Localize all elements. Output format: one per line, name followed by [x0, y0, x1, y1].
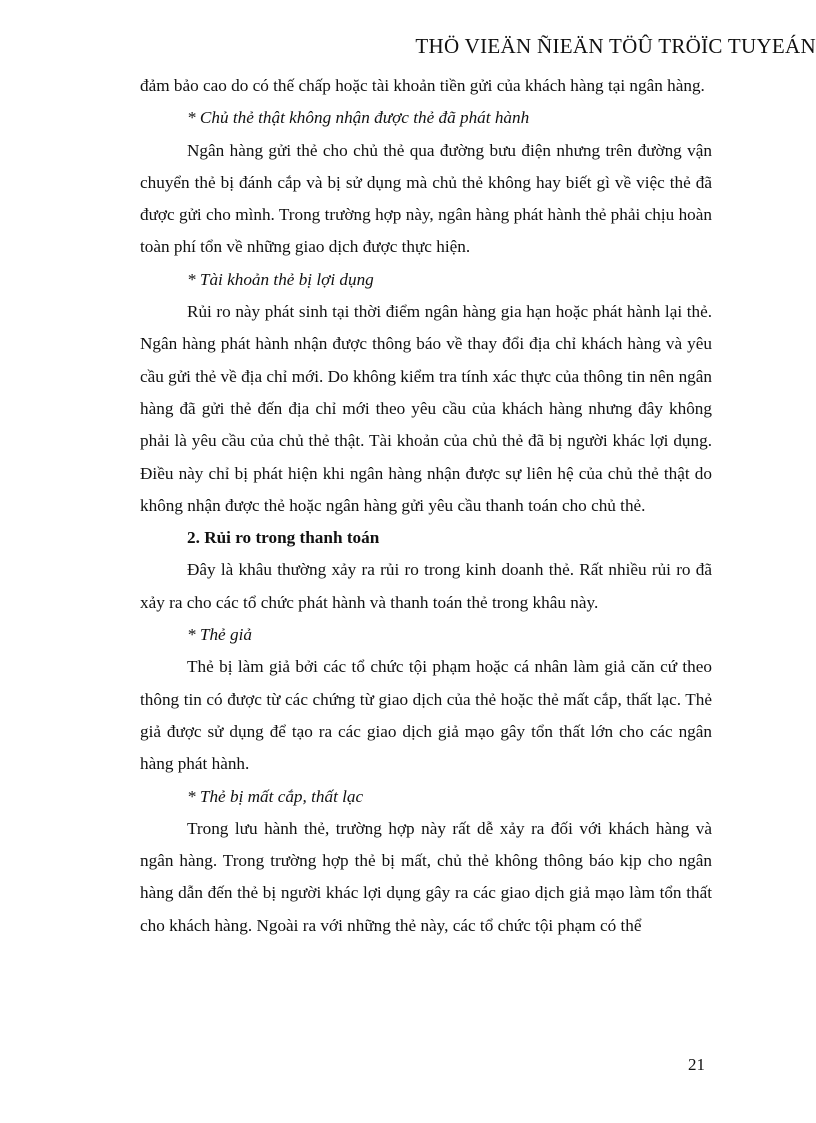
paragraph: Ngân hàng gửi thẻ cho chủ thẻ qua đường bưu điện nhưng trên đường vận chuyển thẻ bị đánh cắp và bị sử dụng mà chủ thẻ không hay biết gì về việc thẻ đã được gửi cho mình. Trong trường hợp này, ngân hàng phát hành thẻ phải chịu hoàn toàn phí tổn về những giao dịch được thực hiện.: [140, 140, 712, 257]
subheading: * Tài khoản thẻ bị lợi dụng: [187, 269, 374, 289]
document-body: [140, 70, 712, 942]
paragraph: Thẻ bị làm giả bởi các tổ chức tội phạm hoặc cá nhân làm giả căn cứ theo thông tin có được từ các chứng từ giao dịch của thẻ hoặc thẻ mất cắp, thất lạc. Thẻ giả được sử dụng để tạo ra các giao dịch giả mạo gây tổn thất lớn cho các ngân hàng phát hành.: [140, 657, 712, 774]
paragraph: Đây là khâu thường xảy ra rủi ro trong kinh doanh thẻ. Rất nhiều rủi ro đã xảy ra cho các tổ chức phát hành và thanh toán thẻ trong khâu này.: [140, 560, 712, 612]
paragraph: Trong lưu hành thẻ, trường hợp này rất dễ xảy ra đối với khách hàng và ngân hàng. Trong trường hợp thẻ bị mất, chủ thẻ không thông báo kịp cho ngân hàng dẫn đến thẻ bị người khác lợi dụng gây ra các giao dịch giả mạo làm tổn thất cho khách hàng. Ngoài ra với những thẻ này, các tổ chức tội phạm có thể: [140, 818, 712, 935]
subheading: * Thẻ bị mất cắp, thất lạc: [187, 786, 364, 806]
page-number: 21: [688, 1055, 705, 1074]
section-heading: 2. Rủi ro trong thanh toán: [187, 528, 380, 548]
paragraph: đảm bảo cao do có thế chấp hoặc tài khoản tiền gửi của khách hàng tại ngân hàng.: [140, 76, 705, 95]
page-header: THÖ VIEÄN ÑIEÄN TÖÛ TRÖÏC TUYEÁN: [415, 34, 816, 58]
subheading: * Thẻ giả: [187, 625, 252, 645]
subheading: * Chủ thẻ thật không nhận được thẻ đã phát hành: [187, 108, 530, 128]
paragraph: Rủi ro này phát sinh tại thời điểm ngân hàng gia hạn hoặc phát hành lại thẻ. Ngân hàng phát hành nhận được thông báo về thay đổi địa chỉ khách hàng và yêu cầu gửi thẻ về địa chỉ mới. Do không kiểm tra tính xác thực của thông tin nên ngân hàng đã gửi thẻ đến địa chỉ mới theo yêu cầu của khách hàng nhưng đây không phải là yêu cầu của chủ thẻ thật. Tài khoản của chủ thẻ đã bị người khác lợi dụng. Điều này chỉ bị phát hiện khi ngân hàng nhận được sự liên hệ của chủ thẻ thật do không nhận được thẻ hoặc ngân hàng gửi yêu cầu thanh toán cho chủ thẻ.: [140, 302, 712, 515]
